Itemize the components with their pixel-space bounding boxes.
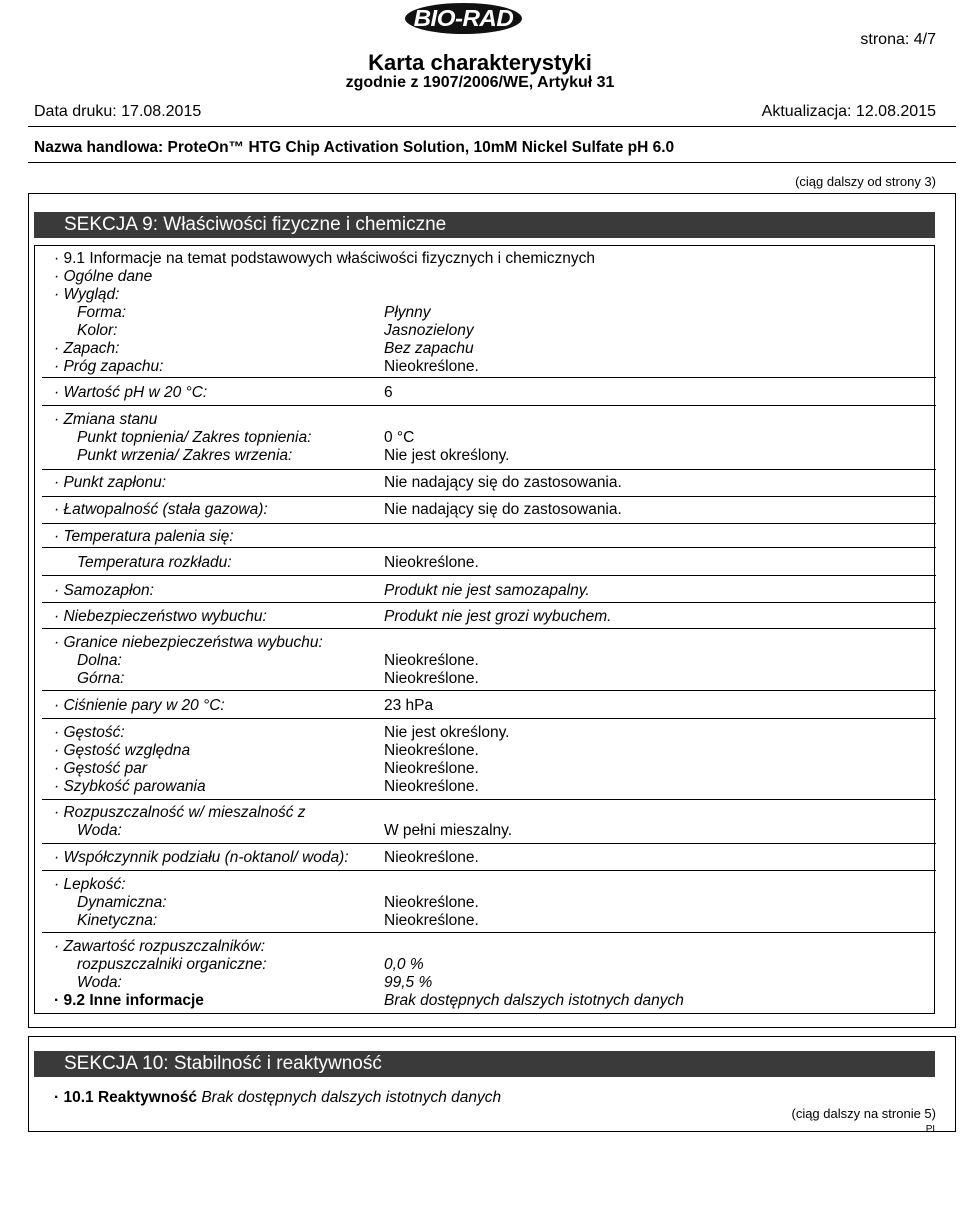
document-subtitle: zgodnie z 1907/2006/WE, Artykuł 31 bbox=[345, 74, 615, 91]
partition-coefficient-label: · Współczynnik podziału (n-oktanol/ woda): bbox=[54, 849, 349, 866]
melting-point-label: Punkt topnienia/ Zakres topnienia: bbox=[77, 429, 312, 446]
water-content-value: 99,5 % bbox=[384, 974, 433, 991]
viscosity-label: · Lepkość: bbox=[54, 876, 126, 893]
odor-threshold-label: · Próg zapachu: bbox=[54, 358, 164, 375]
section-9-title: SEKCJA 9: Właściwości fizyczne i chemiczne bbox=[34, 212, 935, 238]
lower-limit-label: Dolna: bbox=[77, 652, 122, 669]
autoignition-row bbox=[42, 582, 936, 603]
appearance-label: · Wygląd: bbox=[54, 286, 120, 303]
reactivity-value: Brak dostępnych dalszych istotnych danych bbox=[201, 1089, 502, 1106]
explosion-hazard-row bbox=[42, 608, 936, 629]
solvent-content-group bbox=[42, 938, 936, 1012]
lower-limit-value: Nieokreślone. bbox=[384, 652, 479, 669]
ph-value: 6 bbox=[384, 384, 393, 401]
other-information-value: Brak dostępnych dalszych istotnych danych bbox=[384, 992, 684, 1009]
state-change-label: · Zmiana stanu bbox=[54, 411, 158, 428]
section-10-title: SEKCJA 10: Stabilność i reaktywność bbox=[34, 1051, 935, 1077]
form-label: Forma: bbox=[77, 304, 127, 321]
kinematic-viscosity-value: Nieokreślone. bbox=[384, 912, 479, 929]
odor-threshold-value: Nieokreślone. bbox=[384, 358, 479, 375]
autoignition-value: Produkt nie jest samozapalny. bbox=[384, 582, 590, 599]
trade-name: Nazwa handlowa: ProteOn™ HTG Chip Activation Solution, 10mM Nickel Sulfate pH 6.0 bbox=[34, 139, 675, 156]
solubility-label: · Rozpuszczalność w/ mieszalność z bbox=[54, 804, 306, 821]
ignition-temperature-label: · Temperatura palenia się: bbox=[54, 528, 234, 545]
print-date: Data druku: 17.08.2015 bbox=[34, 103, 202, 120]
explosion-limits-group bbox=[42, 634, 936, 691]
upper-limit-value: Nieokreślone. bbox=[384, 670, 479, 687]
water-solubility-label: Woda: bbox=[77, 822, 122, 839]
ignition-temperature-row bbox=[42, 528, 936, 548]
relative-density-label: · Gęstość względna bbox=[54, 742, 191, 759]
decomposition-value: Nieokreślone. bbox=[384, 554, 479, 571]
vapor-density-value: Nieokreślone. bbox=[384, 760, 479, 777]
vapor-pressure-label: · Ciśnienie pary w 20 °C: bbox=[54, 697, 225, 714]
page-number: strona: 4/7 bbox=[860, 31, 936, 48]
evaporation-rate-label: · Szybkość parowania bbox=[54, 778, 206, 795]
relative-density-value: Nieokreślone. bbox=[384, 742, 479, 759]
trade-name-divider bbox=[28, 162, 956, 163]
bio-rad-logo: BIO-RAD bbox=[405, 3, 522, 34]
ph-row bbox=[42, 384, 936, 406]
melting-point-value: 0 °C bbox=[384, 429, 415, 446]
upper-limit-label: Górna: bbox=[77, 670, 125, 687]
continued-from: (ciąg dalszy od strony 3) bbox=[795, 174, 936, 189]
general-label: · Ogólne dane bbox=[54, 268, 153, 285]
odor-value: Bez zapachu bbox=[384, 340, 474, 357]
flash-point-value: Nie nadający się do zastosowania. bbox=[384, 474, 622, 491]
decomposition-label: Temperatura rozkładu: bbox=[77, 554, 232, 571]
subsection-9-1: · 9.1 Informacje na temat podstawowych właściwości fizycznych i chemicznych bbox=[54, 250, 595, 267]
density-group bbox=[42, 724, 936, 800]
kinematic-viscosity-label: Kinetyczna: bbox=[77, 912, 158, 929]
flammability-value: Nie nadający się do zastosowania. bbox=[384, 501, 622, 518]
form-value: Płynny bbox=[384, 304, 431, 321]
dynamic-viscosity-value: Nieokreślone. bbox=[384, 894, 479, 911]
vapor-pressure-row bbox=[42, 697, 936, 719]
other-information-label: · 9.2 Inne informacje bbox=[54, 992, 204, 1009]
state-change-group bbox=[42, 411, 936, 470]
vapor-pressure-value: 23 hPa bbox=[384, 697, 434, 714]
vapor-density-label: · Gęstość par bbox=[54, 760, 148, 777]
explosion-hazard-label: · Niebezpieczeństwo wybuchu: bbox=[54, 608, 267, 625]
color-label: Kolor: bbox=[77, 322, 118, 339]
partition-coefficient-value: Nieokreślone. bbox=[384, 849, 479, 866]
update-date: Aktualizacja: 12.08.2015 bbox=[761, 103, 936, 120]
boiling-point-value: Nie jest określony. bbox=[384, 447, 510, 464]
language-code: PL bbox=[925, 1124, 938, 1135]
general-properties-group bbox=[42, 250, 936, 378]
continued-on: (ciąg dalszy na stronie 5) bbox=[791, 1106, 936, 1121]
density-value: Nie jest określony. bbox=[384, 724, 510, 741]
partition-coefficient-row bbox=[42, 849, 936, 871]
boiling-point-label: Punkt wrzenia/ Zakres wrzenia: bbox=[77, 447, 293, 464]
reactivity-label: · 10.1 Reaktywność bbox=[54, 1089, 198, 1106]
dynamic-viscosity-label: Dynamiczna: bbox=[77, 894, 167, 911]
explosion-limits-label: · Granice niebezpieczeństwa wybuchu: bbox=[54, 634, 323, 651]
viscosity-group bbox=[42, 876, 936, 933]
flammability-row bbox=[42, 501, 936, 524]
flash-point-label: · Punkt zapłonu: bbox=[54, 474, 167, 491]
decomposition-row bbox=[42, 554, 936, 576]
solubility-group bbox=[42, 804, 936, 844]
document-title: Karta charakterystyki bbox=[368, 50, 592, 75]
explosion-hazard-value: Produkt nie jest grozi wybuchem. bbox=[384, 608, 612, 625]
autoignition-label: · Samozapłon: bbox=[54, 582, 154, 599]
reactivity-row bbox=[54, 1089, 501, 1107]
flash-point-row bbox=[42, 474, 936, 497]
flammability-label: · Łatwopalność (stała gazowa): bbox=[54, 501, 268, 518]
water-solubility-value: W pełni mieszalny. bbox=[384, 822, 513, 839]
header-divider bbox=[28, 126, 956, 127]
solvent-content-label: · Zawartość rozpuszczalników: bbox=[54, 938, 266, 955]
organic-solvents-value: 0,0 % bbox=[384, 956, 424, 973]
odor-label: · Zapach: bbox=[54, 340, 120, 357]
organic-solvents-label: rozpuszczalniki organiczne: bbox=[77, 956, 267, 973]
ph-label: · Wartość pH w 20 °C: bbox=[54, 384, 208, 401]
density-label: · Gęstość: bbox=[54, 724, 125, 741]
evaporation-rate-value: Nieokreślone. bbox=[384, 778, 479, 795]
color-value: Jasnozielony bbox=[384, 322, 474, 339]
water-content-label: Woda: bbox=[77, 974, 122, 991]
